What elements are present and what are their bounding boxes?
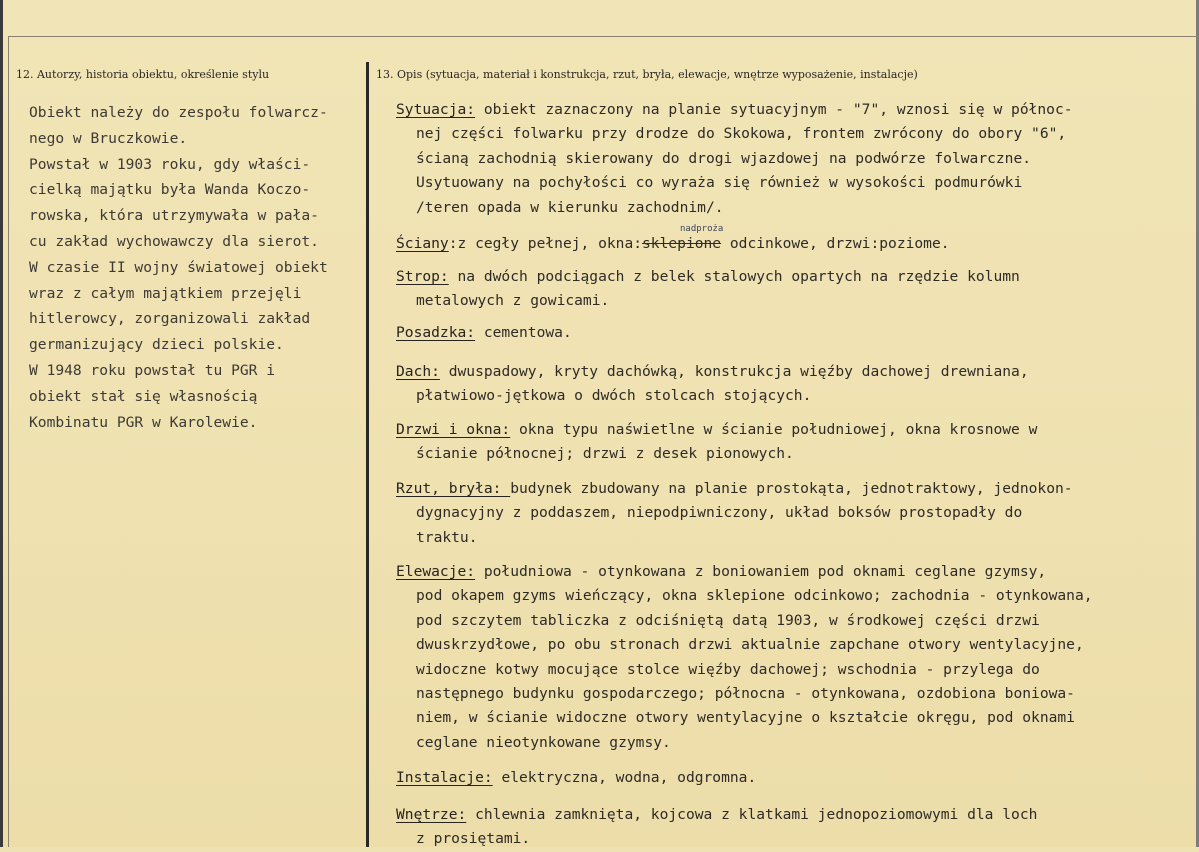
history-line: Obiekt należy do zespołu folwarcz- [29,104,328,121]
section-line: pod szczytem tabliczka z odciśniętą datą 1903, w środkowej części drzwi [416,611,1040,629]
section-text: odcinkowe, drzwi:poziome. [721,235,950,252]
section-wnetrze [396,803,1176,852]
section-label: Rzut, bryła: [396,480,511,497]
top-rule [8,36,1199,37]
section-line: ceglane nieotynkowane gzymsy. [416,733,671,751]
section-line: Usytuowany na pochyłości co wyraża się również w wysokości podmurówki [416,174,1023,192]
section-text: obiekt zaznaczony na planie sytuacyjnym - "7", wznosi się w północ- [475,101,1073,118]
history-line: Powstał w 1903 roku, gdy właści- [29,155,311,173]
history-line: W czasie II wojny światowej obiekt [29,258,328,276]
history-text [29,100,369,435]
section-line: z prosiętami. [416,830,531,848]
section-line: płatwiowo-jętkowa o dwóch stolcach stojących. [416,387,812,405]
section-text: dwuspadowy, kryty dachówką, konstrukcja więźby dachowej drewniana, [439,363,1029,380]
history-line: wraz z całym majątkiem przejęli [29,284,302,302]
history-line: W 1948 roku powstał tu PGR i [29,361,276,379]
handwritten-correction: nadproża [680,224,724,234]
left-rule [8,36,9,847]
section-text: chlewnia zamknięta, kojcowa z klatkami jednopoziomowymi dla loch [466,806,1038,823]
section-label: Ściany [396,235,449,252]
section-strop [396,265,1176,314]
section-text: elektryczna, wodna, odgromna. [492,769,757,786]
history-line: cielką majątku była Wanda Koczo- [29,181,311,199]
history-line: germanizujący dzieci polskie. [29,336,284,354]
history-line: cu zakład wychowawczy dla sierot. [29,232,319,250]
section-line: dygnacyjny z poddaszem, niepodpiwniczony, układ boksów prostopadły do [416,504,1023,522]
section-line: /teren opada w kierunku zachodnim/. [416,198,724,216]
section-line: pod okapem gzyms wieńczący, okna sklepione odcinkowo; zachodnia - otynkowana, [416,587,1093,605]
section-text: budynek zbudowany na planie prostokąta, jednotraktowy, jednokon- [510,480,1073,497]
section-label: Posadzka: [396,324,476,341]
section-line: traktu. [416,528,478,546]
section-text: okna typu naświetlne w ścianie południowej, okna krosnowe w [510,421,1038,438]
section-line: następnego budynku gospodarczego; północna - otynkowana, ozdobiona boniowa- [416,684,1075,702]
section-sytuacja [396,98,1176,220]
history-line: nego w Bruczkowie. [29,129,188,147]
history-line: obiekt stał się własnością [29,387,258,405]
section-line: metalowych z gowicami. [416,292,610,310]
history-line: rowska, która utrzymywała w pała- [29,207,319,225]
section-label: Wnętrze: [396,806,467,823]
struck-word: sklepione [642,235,722,252]
section-line: widoczne kotwy mocujące stolce więźby dachowej; wschodnia - przylega do [416,660,1040,678]
section-label: Dach: [396,363,440,380]
section-label: Elewacje: [396,563,476,580]
section-rzut-bryla [396,477,1176,550]
section-line: niem, w ścianie widoczne otwory wentylacyjne o kształcie okręgu, pod oknami [416,709,1075,727]
section-dach [396,360,1176,409]
history-line: hitlerowcy, zorganizowali zakład [29,310,311,328]
history-header: 12. Autorzy, historia obiektu, określenie stylu [16,68,270,81]
card-left-edge [0,0,3,847]
section-elewacje [396,560,1176,755]
section-line: nej części folwarku przy drodze do Skokowa, frontem zwrócony do obory "6", [416,125,1067,143]
section-posadzka [396,321,1176,345]
section-instalacje [396,766,1176,790]
section-text: południowa - otynkowana z boniowaniem pod oknami ceglane gzymsy, [475,563,1047,580]
history-line: Kombinatu PGR w Karolewie. [29,413,258,431]
description-header: 13. Opis (sytuacja, materiał i konstrukcja, rzut, bryła, elewacje, wnętrze wyposażenie, instalacje) [376,68,918,81]
section-text: na dwóch podciągach z belek stalowych opartych na rzędzie kolumn [448,268,1020,285]
section-line: ścianą zachodnią skierowany do drogi wjazdowej na podwórze folwarczne. [416,149,1032,167]
section-line: dwuskrzydłowe, po obu stronach drzwi aktualnie zapchane otwory wentylacyjne, [416,636,1084,654]
section-label: Instalacje: [396,769,493,786]
section-text: :z cegły pełnej, okna: [448,235,643,252]
section-sciany [396,232,1176,256]
section-drzwi-okna [396,418,1176,467]
section-label: Strop: [396,268,449,285]
section-label: Sytuacja: [396,101,476,118]
section-line: ścianie północnej; drzwi z desek pionowych. [416,445,794,463]
section-text: cementowa. [475,324,572,341]
section-label: Drzwi i okna: [396,421,511,438]
